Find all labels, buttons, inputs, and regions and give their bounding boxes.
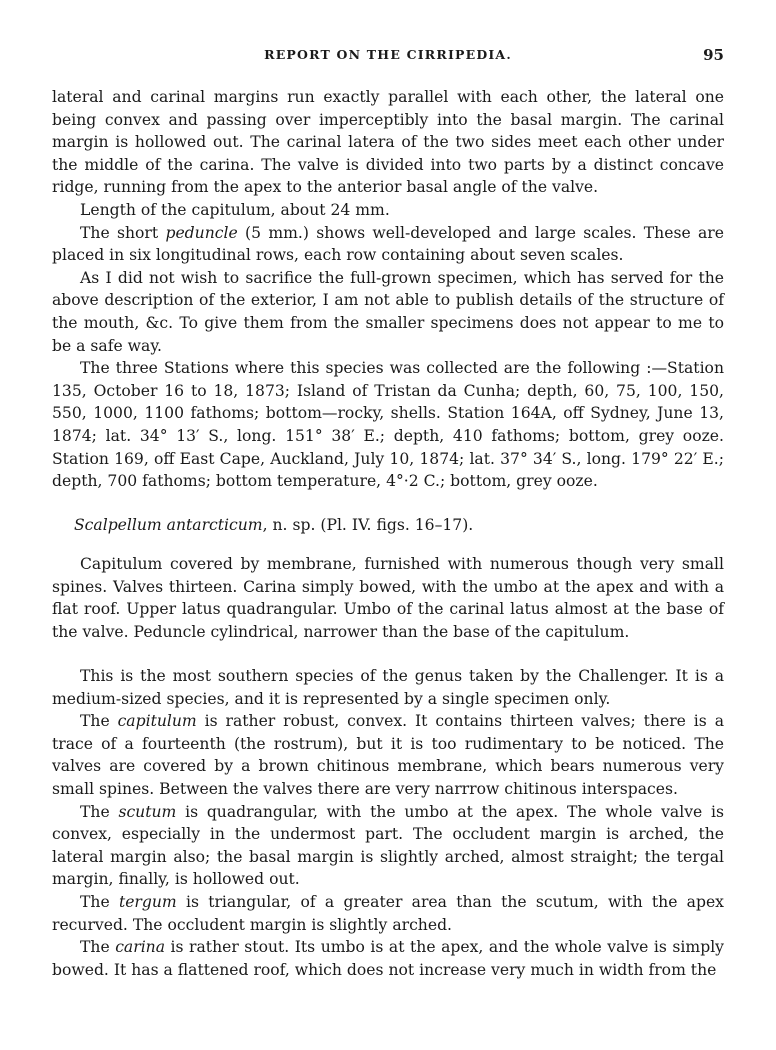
page-header (52, 44, 724, 66)
paragraph-capitulum-length: Length of the capitulum, about 24 mm. (80, 200, 390, 219)
species-heading (74, 514, 473, 537)
term-peduncle: peduncle (165, 223, 238, 242)
page-number: 95 (703, 46, 724, 64)
section-diagnosis (52, 553, 724, 643)
paragraph-diagnosis: Capitulum covered by membrane, furnished with numerous though very small spines. Valves thirteen. Carina simply bowed, with the umbo at the apex and with a flat roof. Upper latus quadrangular. Umbo of the carinal latus almost at the base of the valve. Peduncle cylindrical, narrower than the base of the capitulum. (52, 555, 724, 641)
species-heading-rest: , n. sp. (Pl. IV. figs. 16–17). (262, 516, 474, 534)
section-species-description (52, 665, 724, 981)
paragraph-specimen-note: As I did not wish to sacrifice the full-grown specimen, which has served for the above description of the exterior, I am not able to publish details of the structure of the mouth, &c. To give them from the smaller specimens does not appear to me to be a safe way. (52, 268, 724, 355)
section-continued-description (52, 86, 724, 493)
paragraph-tergum: The tergum is triangular, of a greater area than the scutum, with the apex recurved. The occludent margin is slightly arched. (52, 892, 724, 934)
paragraph-carina: The carina is rather stout. Its umbo is at the apex, and the whole valve is simply bowed. It has a flattened roof, which does not increase very much in width from the (52, 938, 724, 979)
paragraph-stations: The three Stations where this species was collected are the following :—Station 135, October 16 to 18, 1873; Island of Tristan da Cunha; depth, 60, 75, 100, 150, 550, 1000, 1100 fathoms; bottom—rocky, shells. Station 164A, off Sydney, June 13, 1874; lat. 34° 13′ S., long. 151° 38′ E.; depth, 410 fathoms; bottom, grey ooze. Station 169, off East Cape, Auckland, July 10, 1874; lat. 37° 34′ S., long. 179° 22′ E.; depth, 700 fathoms; bottom temperature, 4°·2 C.; bottom, grey ooze. (52, 359, 724, 491)
paragraph-scutum: The scutum is quadrangular, with the umbo at the apex. The whole valve is convex, especially in the undermost part. The occludent margin is arched, the lateral margin also; the basal margin is slightly arched, almost straight; the tergal margin, finally, is hollowed out. (52, 802, 724, 889)
term-tergum: tergum (118, 892, 177, 911)
paragraph-capitulum: The capitulum is rather robust, convex. It contains thirteen valves; there is a trace of a fourteenth (the rostrum), but it is too rudimentary to be noticed. The valves are covered by a brown chitinous membrane, which bears numerous very small spines. Between the valves there are very narrrow chitinous interspaces. (52, 712, 724, 798)
running-title: REPORT ON THE CIRRIPEDIA. (264, 47, 512, 62)
term-carina: carina (115, 938, 166, 957)
paragraph-peduncle: The short peduncle (5 mm.) shows well-developed and large scales. These are placed in six longitudinal rows, each row containing about seven scales. (52, 223, 724, 265)
paragraph-lateral-margins: lateral and carinal margins run exactly parallel with each other, the lateral one being convex and passing over imperceptibly into the basal margin. The carinal margin is hollowed out. The carinal latera of the two sides meet each other under the middle of the carina. The valve is divided into two parts by a distinct concave ridge, running from the apex to the anterior basal angle of the valve. (52, 88, 724, 197)
species-name: Scalpellum antarcticum (74, 516, 263, 534)
paragraph-intro: This is the most southern species of the genus taken by the Challenger. It is a medium-sized species, and it is represented by a single specimen only. (52, 667, 724, 708)
term-scutum: scutum (118, 802, 177, 821)
term-capitulum: capitulum (117, 712, 197, 731)
